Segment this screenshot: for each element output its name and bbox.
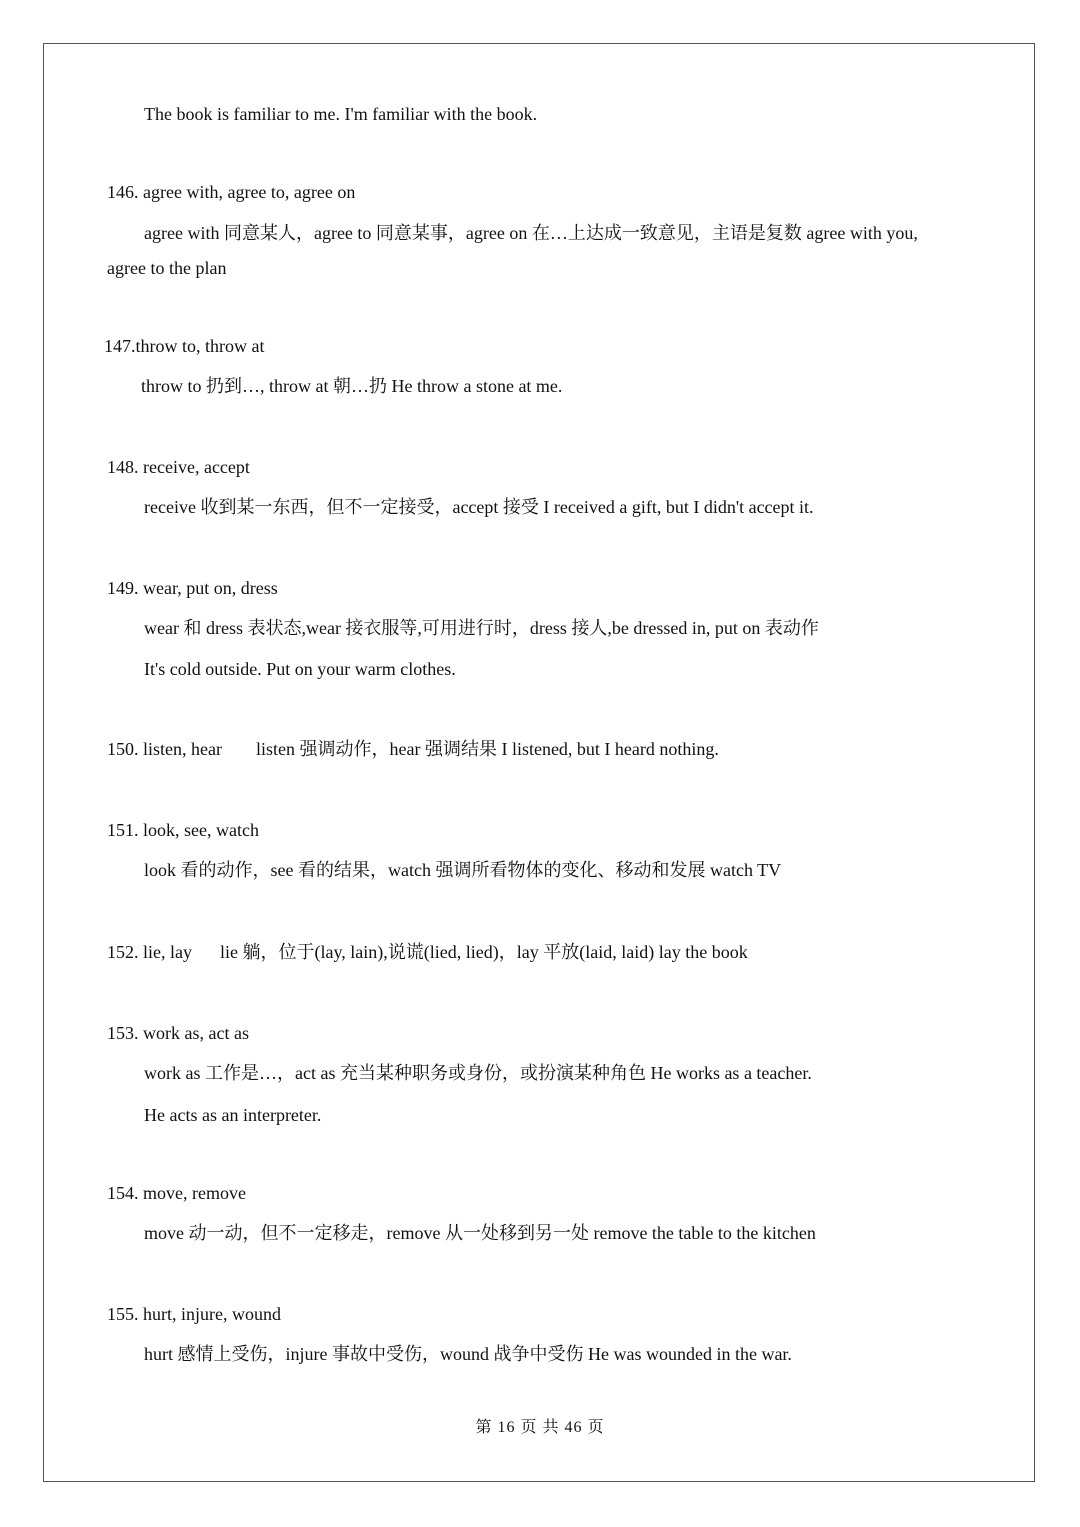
entry-154-text-1: move 动一动，但不一定移走，remove 从一处移到另一处 remove the table to the kitchen	[144, 1223, 816, 1243]
entry-154-heading: 154. move, remove	[107, 1183, 246, 1203]
entry-150-heading: 150. listen, hear	[107, 739, 222, 759]
page-number-footer: 第 16 页 共 46 页	[475, 1419, 605, 1436]
entry-153-heading: 153. work as, act as	[107, 1023, 249, 1043]
entry-151-text-1: look 看的动作，see 看的结果，watch 强调所看物体的变化、移动和发展 watch TV	[144, 860, 782, 880]
entry-147-heading: 147.throw to, throw at	[104, 336, 265, 356]
entry-155-text-1: hurt 感情上受伤，injure 事故中受伤，wound 战争中受伤 He was wounded in the war.	[144, 1344, 792, 1364]
entry-146-text-2: agree to the plan	[107, 258, 227, 278]
entry-148-text-1: receive 收到某一东西，但不一定接受，accept 接受 I received a gift, but I didn't accept it.	[144, 497, 814, 517]
entry-148-heading: 148. receive, accept	[107, 457, 250, 477]
entry-152-row	[107, 941, 748, 963]
entry-150-row	[107, 738, 719, 760]
entry-146-heading: 146. agree with, agree to, agree on	[107, 182, 356, 202]
entry-145-example: The book is familiar to me. I'm familiar with the book.	[144, 104, 538, 124]
entry-146-text-1: agree with 同意某人，agree to 同意某事，agree on 在…上达成一致意见，主语是复数 agree with you,	[144, 223, 918, 243]
entry-152-text-1: lie 躺，位于(lay, lain),说谎(lied, lied)，lay 平放(laid, laid) lay the book	[219, 942, 748, 962]
entry-150-text-1: listen 强调动作，hear 强调结果 I listened, but I heard nothing.	[255, 739, 719, 759]
entry-152-heading: 152. lie, lay	[107, 942, 192, 962]
entry-153-text-2: He acts as an interpreter.	[144, 1105, 322, 1125]
entry-149-heading: 149. wear, put on, dress	[107, 578, 278, 598]
entry-149-text-2: It's cold outside. Put on your warm clothes.	[144, 659, 456, 679]
entry-149-text-1: wear 和 dress 表状态,wear 接衣服等,可用进行时，dress 接人,be dressed in, put on 表动作	[144, 618, 819, 638]
entry-155-heading: 155. hurt, injure, wound	[107, 1304, 281, 1324]
entry-151-heading: 151. look, see, watch	[107, 820, 259, 840]
entry-147-text-1: throw to 扔到…, throw at 朝…扔 He throw a stone at me.	[141, 376, 563, 396]
entry-153-text-1: work as 工作是…，act as 充当某种职务或身份，或扮演某种角色 He works as a teacher.	[144, 1063, 812, 1083]
